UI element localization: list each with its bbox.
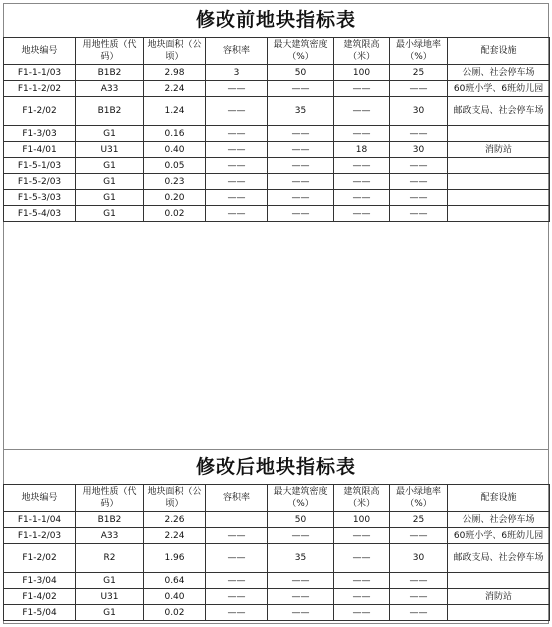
table-cell: ——: [390, 206, 448, 222]
table-cell: ——: [206, 589, 268, 605]
table-row: [4, 97, 550, 126]
table-row: [4, 142, 550, 158]
table-cell: B1B2: [76, 512, 144, 528]
table-cell: U31: [76, 589, 144, 605]
table-cell: F1-1-2/03: [4, 528, 76, 544]
table-cell: ——: [268, 573, 334, 589]
table-cell: ——: [206, 97, 268, 126]
table-cell: ——: [268, 142, 334, 158]
table-row: [4, 65, 550, 81]
table-cell: ——: [334, 206, 390, 222]
table-cell: ——: [268, 206, 334, 222]
table-cell: ——: [390, 605, 448, 621]
table-cell: G1: [76, 573, 144, 589]
table-cell: G1: [76, 206, 144, 222]
table-cell: F1-5-4/03: [4, 206, 76, 222]
table-cell: 0.40: [144, 589, 206, 605]
table-cell: 2.98: [144, 65, 206, 81]
table-cell: ——: [268, 605, 334, 621]
table-cell: 100: [334, 65, 390, 81]
table-cell: ——: [268, 158, 334, 174]
table-cell: F1-1-2/02: [4, 81, 76, 97]
table-cell: G1: [76, 174, 144, 190]
table-cell: ——: [268, 126, 334, 142]
header-cell: 配套设施: [448, 38, 550, 65]
table-cell: B1B2: [76, 65, 144, 81]
table-cell: A33: [76, 81, 144, 97]
table-cell: ——: [268, 589, 334, 605]
table-cell: R2: [76, 544, 144, 573]
table-cell: 18: [334, 142, 390, 158]
table-cell: ——: [334, 126, 390, 142]
table-cell: F1-5/04: [4, 605, 76, 621]
table-cell: ——: [206, 190, 268, 206]
header-cell: 用地性质（代码）: [76, 485, 144, 512]
table-cell: 35: [268, 544, 334, 573]
table-cell: ——: [334, 158, 390, 174]
table-cell: ——: [390, 81, 448, 97]
table-cell: 60班小学、6班幼儿园: [448, 528, 550, 544]
table-cell: ——: [268, 190, 334, 206]
header-cell: 地块编号: [4, 38, 76, 65]
table-cell: [448, 605, 550, 621]
table-cell: A33: [76, 528, 144, 544]
before-title: 修改前地块指标表: [195, 9, 356, 31]
table-cell: F1-3/03: [4, 126, 76, 142]
table-row: [4, 81, 550, 97]
table-cell: 邮政支局、社会停车场: [448, 544, 550, 573]
table-cell: 25: [390, 65, 448, 81]
table-cell: 30: [390, 142, 448, 158]
table-cell: ——: [334, 528, 390, 544]
table-row: [4, 174, 550, 190]
table-cell: 100: [334, 512, 390, 528]
table-row: [4, 206, 550, 222]
table-cell: ——: [268, 81, 334, 97]
table-cell: 公厕、社会停车场: [448, 512, 550, 528]
header-cell: 最大建筑密度（%）: [268, 485, 334, 512]
table-cell: F1-2/02: [4, 544, 76, 573]
before-table: [3, 37, 550, 222]
table-cell: ——: [268, 528, 334, 544]
table-cell: 0.02: [144, 605, 206, 621]
table-cell: ——: [206, 544, 268, 573]
table-cell: ——: [334, 573, 390, 589]
table-cell: 35: [268, 97, 334, 126]
header-cell: 地块编号: [4, 485, 76, 512]
table-row: [4, 512, 550, 528]
table-cell: 1.24: [144, 97, 206, 126]
table-cell: F1-4/02: [4, 589, 76, 605]
after-section: [3, 449, 549, 625]
table-cell: 60班小学、6班幼儿园: [448, 81, 550, 97]
table-cell: F1-1-1/03: [4, 65, 76, 81]
table-cell: [448, 190, 550, 206]
table-cell: 30: [390, 97, 448, 126]
before-section: [3, 3, 549, 448]
table-cell: F1-5-2/03: [4, 174, 76, 190]
table-row: [4, 605, 550, 621]
after-header-row: [4, 485, 550, 512]
table-cell: 2.26: [144, 512, 206, 528]
table-cell: ——: [206, 158, 268, 174]
table-cell: F1-1-1/04: [4, 512, 76, 528]
table-cell: 邮政支局、社会停车场: [448, 97, 550, 126]
table-cell: G1: [76, 158, 144, 174]
table-cell: 3: [206, 65, 268, 81]
table-row: [4, 589, 550, 605]
table-cell: ——: [334, 81, 390, 97]
table-cell: ——: [206, 605, 268, 621]
table-cell: F1-5-1/03: [4, 158, 76, 174]
table-cell: ——: [334, 190, 390, 206]
table-cell: ——: [390, 190, 448, 206]
table-cell: ——: [206, 142, 268, 158]
table-cell: ——: [334, 174, 390, 190]
table-cell: F1-4/01: [4, 142, 76, 158]
table-cell: ——: [206, 206, 268, 222]
table-cell: ——: [206, 528, 268, 544]
table-cell: G1: [76, 126, 144, 142]
table-cell: [448, 206, 550, 222]
table-cell: ——: [334, 605, 390, 621]
table-cell: ——: [334, 544, 390, 573]
table-cell: ——: [206, 126, 268, 142]
table-cell: [448, 573, 550, 589]
table-row: [4, 528, 550, 544]
table-cell: 50: [268, 512, 334, 528]
table-cell: F1-2/02: [4, 97, 76, 126]
table-cell: ——: [390, 589, 448, 605]
header-cell: 最大建筑密度（%）: [268, 38, 334, 65]
header-cell: 地块面积（公顷）: [144, 485, 206, 512]
header-cell: 配套设施: [448, 485, 550, 512]
table-cell: 2.24: [144, 81, 206, 97]
table-cell: F1-5-3/03: [4, 190, 76, 206]
table-cell: 2.24: [144, 528, 206, 544]
table-cell: 消防站: [448, 142, 550, 158]
header-cell: 地块面积（公顷）: [144, 38, 206, 65]
table-row: [4, 544, 550, 573]
header-cell: 容积率: [206, 38, 268, 65]
table-cell: 0.20: [144, 190, 206, 206]
header-cell: 用地性质（代码）: [76, 38, 144, 65]
table-row: [4, 573, 550, 589]
table-cell: ——: [206, 573, 268, 589]
table-cell: 0.23: [144, 174, 206, 190]
table-cell: 消防站: [448, 589, 550, 605]
table-cell: B1B2: [76, 97, 144, 126]
header-cell: 建筑限高（米）: [334, 38, 390, 65]
table-cell: ——: [206, 174, 268, 190]
table-cell: ——: [390, 126, 448, 142]
table-cell: U31: [76, 142, 144, 158]
table-cell: ——: [390, 573, 448, 589]
table-cell: G1: [76, 605, 144, 621]
header-cell: 建筑限高（米）: [334, 485, 390, 512]
table-cell: ——: [334, 97, 390, 126]
table-cell: 0.64: [144, 573, 206, 589]
before-header-row: [4, 38, 550, 65]
table-row: [4, 126, 550, 142]
table-cell: ——: [390, 528, 448, 544]
table-cell: G1: [76, 190, 144, 206]
table-cell: [448, 126, 550, 142]
table-cell: F1-3/04: [4, 573, 76, 589]
after-title: 修改后地块指标表: [195, 456, 356, 478]
table-cell: 25: [390, 512, 448, 528]
table-cell: 30: [390, 544, 448, 573]
header-cell: 最小绿地率（%）: [390, 38, 448, 65]
table-cell: 50: [268, 65, 334, 81]
header-cell: 容积率: [206, 485, 268, 512]
table-cell: 公厕、社会停车场: [448, 65, 550, 81]
table-row: [4, 190, 550, 206]
table-cell: 1.96: [144, 544, 206, 573]
table-cell: ——: [390, 158, 448, 174]
header-cell: 最小绿地率（%）: [390, 485, 448, 512]
table-cell: ——: [206, 81, 268, 97]
table-cell: 0.16: [144, 126, 206, 142]
table-cell: [448, 174, 550, 190]
table-cell: 0.02: [144, 206, 206, 222]
table-cell: ——: [268, 174, 334, 190]
table-cell: 0.05: [144, 158, 206, 174]
table-cell: ——: [390, 174, 448, 190]
table-cell: [206, 512, 268, 528]
after-table: [3, 484, 550, 621]
table-cell: [448, 158, 550, 174]
table-cell: ——: [334, 589, 390, 605]
table-row: [4, 158, 550, 174]
table-cell: 0.40: [144, 142, 206, 158]
